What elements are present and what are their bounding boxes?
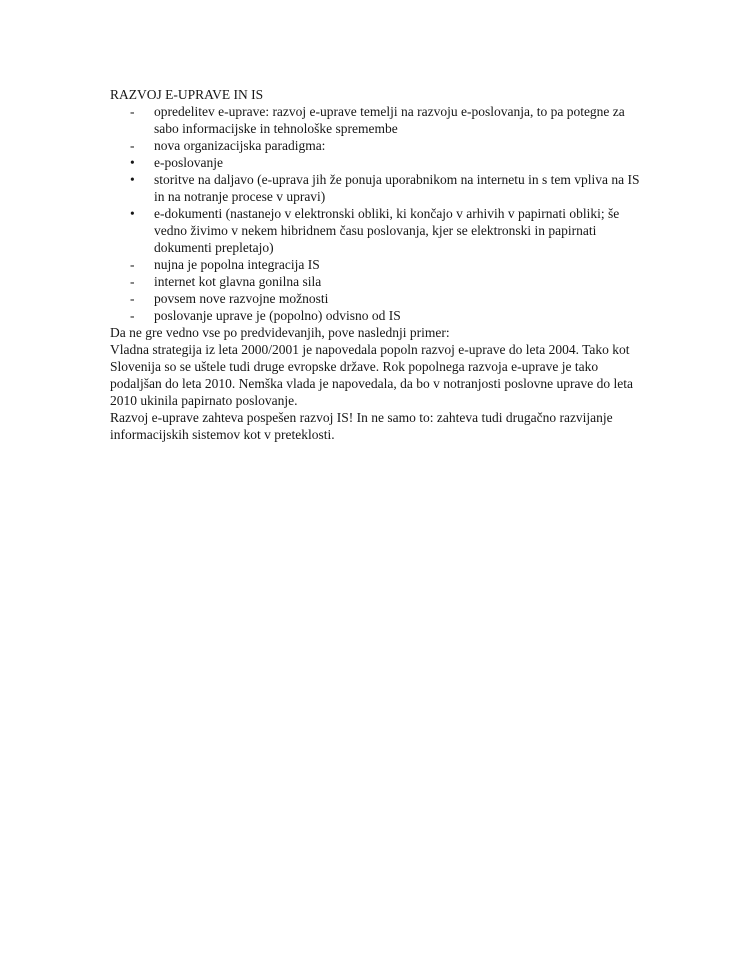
bullet-list xyxy=(110,103,643,324)
list-item xyxy=(110,137,643,154)
list-item-marker: - xyxy=(130,308,135,323)
list-item-text: poslovanje uprave je (popolno) odvisno od IS xyxy=(154,308,401,323)
list-item-marker: • xyxy=(130,155,135,170)
list-item-marker: - xyxy=(130,291,135,306)
paragraph: Razvoj e-uprave zahteva pospešen razvoj IS! In ne samo to: zahteva tudi drugačno razvijanje informacijskih sistemov kot v preteklosti. xyxy=(110,410,613,442)
list-item xyxy=(110,256,643,273)
list-item xyxy=(110,307,643,324)
list-item xyxy=(110,154,643,171)
list-item-marker: • xyxy=(130,172,135,187)
paragraph: Vladna strategija iz leta 2000/2001 je napovedala popoln razvoj e-uprave do leta 2004. Tako kot Slovenija so se uštele tudi druge evropske države. Rok popolnega razvoja e-uprave je tako podaljšan do leta 2010. Nemška vlada je napovedala, da bo v notranjosti poslovne uprave do leta 2010 ukinila papirnato poslovanje. xyxy=(110,342,633,408)
list-item-text: opredelitev e-uprave: razvoj e-uprave temelji na razvoju e-poslovanja, to pa potegne za sabo informacijske in tehnološke spremembe xyxy=(154,104,625,136)
list-item-text: storitve na daljavo (e-uprava jih že ponuja uporabnikom na internetu in s tem vpliva na IS in na notranje procese v upravi) xyxy=(154,172,640,204)
list-item xyxy=(110,290,643,307)
document-content xyxy=(110,86,643,443)
paragraph: Da ne gre vedno vse po predvidevanjih, pove naslednji primer: xyxy=(110,325,450,340)
list-item-marker: - xyxy=(130,274,135,289)
list-item xyxy=(110,205,643,256)
list-item-text: internet kot glavna gonilna sila xyxy=(154,274,322,289)
document-title: RAZVOJ E-UPRAVE IN IS xyxy=(110,87,264,102)
list-item-text: nujna je popolna integracija IS xyxy=(154,257,320,272)
list-item xyxy=(110,273,643,290)
list-item-marker: • xyxy=(130,206,135,221)
list-item-marker: - xyxy=(130,138,135,153)
list-item xyxy=(110,171,643,205)
list-item-marker: - xyxy=(130,104,135,119)
list-item-text: e-dokumenti (nastanejo v elektronski obliki, ki končajo v arhivih v papirnati obliki; še vedno živimo v nekem hibridnem času poslovanja, kjer se elektronski in papirnati dokumenti prepletajo) xyxy=(154,206,620,255)
list-item-text: e-poslovanje xyxy=(154,155,223,170)
list-item-text: povsem nove razvojne možnosti xyxy=(154,291,329,306)
list-item-text: nova organizacijska paradigma: xyxy=(154,138,326,153)
paragraph-block xyxy=(110,324,643,443)
list-item xyxy=(110,103,643,137)
list-item-marker: - xyxy=(130,257,135,272)
